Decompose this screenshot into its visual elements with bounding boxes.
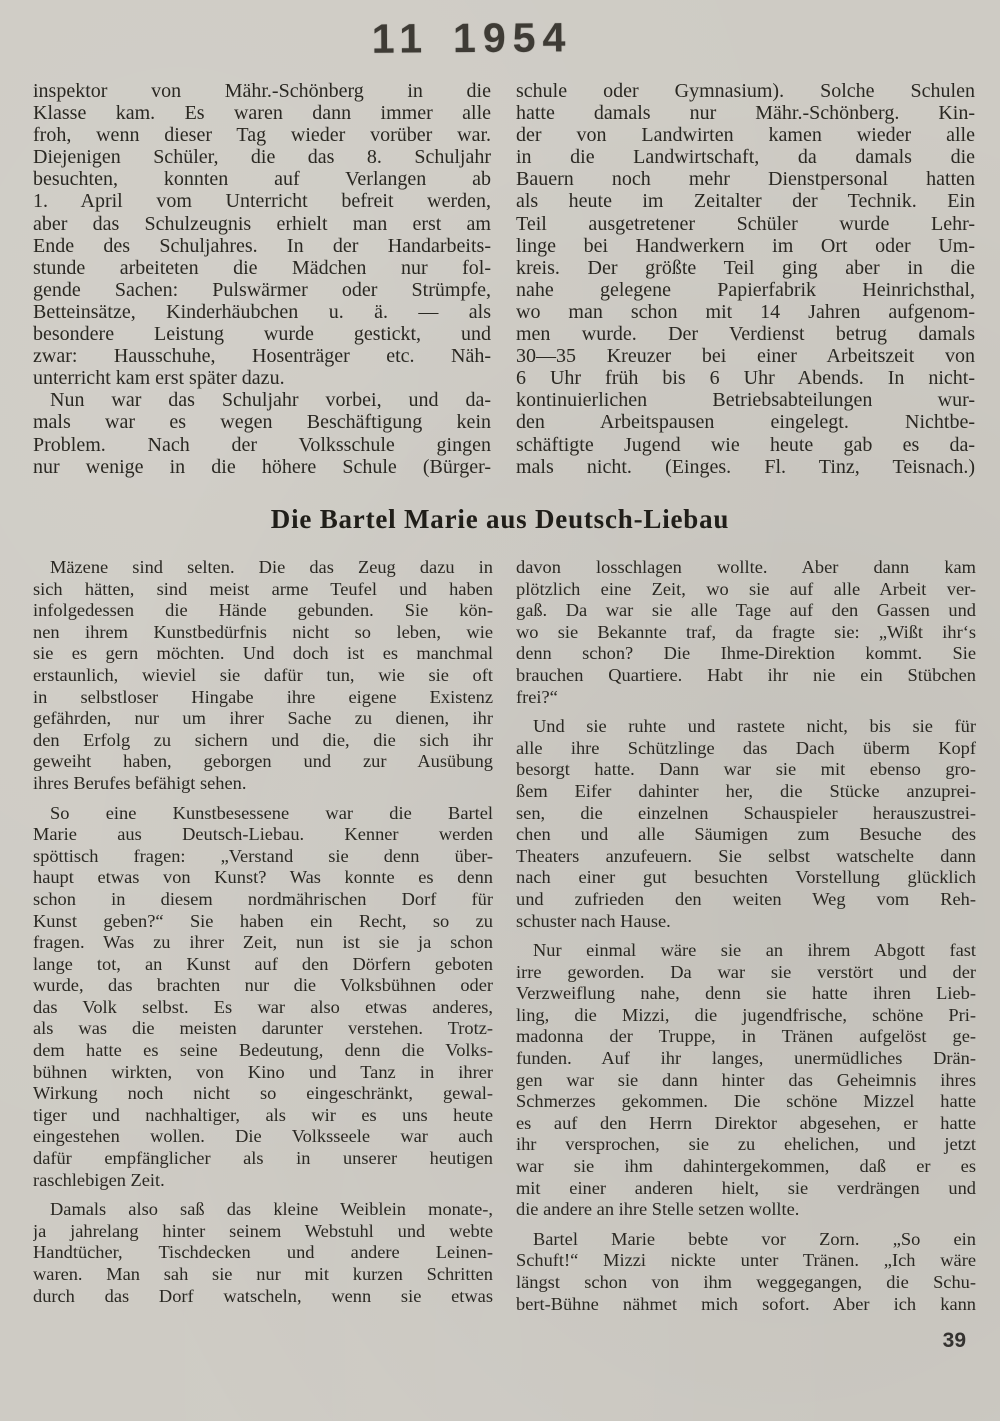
text-line: und zufrieden den weiten Weg vom Reh- [516, 888, 976, 909]
text-line: Nur einmal wäre sie an ihrem Abgott fast [533, 940, 976, 961]
text-line: wo sie Bekannte traf, da fragte sie: „Wißt ihr‘s [516, 621, 976, 642]
text-line: lange tot, an Kunst auf den Dörfern geboten [33, 953, 493, 974]
text-line: war sie ihm dahintergekommen, daß er es [516, 1156, 976, 1177]
text-line: funden. Auf ihr langes, unermüdliches Drän- [516, 1048, 976, 1069]
text-line: Nun war das Schuljahr vorbei, und da- [50, 389, 491, 412]
text-line: nur wenige in die höhere Schule (Bürger- [33, 455, 491, 478]
text-line: Verzweiflung nahe, denn sie hatte ihren Lieb- [516, 983, 976, 1004]
bartel-article-left-column [33, 557, 493, 1307]
text-line: sie es gern möchten. Und doch ist es manchmal [33, 643, 493, 664]
text-line: frei?“ [516, 686, 558, 707]
text-line: Kunst geben?“ Sie haben ein Recht, so zu [33, 910, 493, 931]
text-line: fragen. Was zu ihrer Zeit, nun ist sie ja schon [33, 932, 493, 953]
text-line: Klasse kam. Es waren dann immer alle [33, 102, 491, 125]
text-line: inspektor von Mähr.-Schönberg in die [33, 80, 491, 102]
text-line: den Arbeitspausen eingelegt. Nichtbe- [516, 411, 975, 434]
text-line: brauchen Quartiere. Habt ihr nie ein Stübchen [516, 664, 976, 685]
text-line: sich hätten, sind meist arme Teufel und haben [33, 578, 493, 599]
text-line: gaß. Da war sie alle Tage auf den Gassen und [516, 600, 976, 621]
text-line: Und sie ruhte und rastete nicht, bis sie für [533, 716, 976, 737]
text-line: bert-Bühne nähmet mich sofort. Aber ich kann [516, 1293, 976, 1314]
text-line: wurde, das brachten nur die Volksbühnen oder [33, 975, 493, 996]
text-line: zwar: Hausschuhe, Hosenträger etc. Näh- [33, 345, 491, 368]
text-line: mals nicht. (Einges. Fl. Tinz, Teisnach.) [516, 455, 975, 478]
text-line: unterricht kam erst später dazu. [33, 367, 285, 390]
school-article-right-column [516, 80, 975, 478]
text-line: ihr versprochen, sie zu ehelichen, und jetzt [516, 1134, 976, 1155]
text-line: den Erfolg zu sichern und die, die sich ihr [33, 729, 493, 750]
text-line: erstaunlich, wieviel sie dafür tun, wie sie oft [33, 664, 493, 685]
text-line: als was die meisten darunter verstehen. Trotz- [33, 1018, 493, 1039]
text-line: raschlebigen Zeit. [33, 1169, 165, 1190]
text-line: der von Landwirten kamen wieder alle [516, 124, 975, 147]
text-line: durch das Dorf watscheln, wenn sie etwas [33, 1285, 493, 1306]
text-line: Mäzene sind selten. Die das Zeug dazu in [50, 557, 493, 577]
text-line: Schmerzes gekommen. Die schöne Mizzel hatte [516, 1091, 976, 1112]
text-line: bühnen wirkten, von Kino und Tanz in ihrer [33, 1061, 493, 1082]
text-line: tiger und nachhaltiger, als wir es uns heute [33, 1104, 493, 1125]
text-line: Damals also saß das kleine Weiblein monate-, [50, 1199, 493, 1220]
text-line: So eine Kunstbesessene war die Bartel [50, 802, 493, 823]
text-line: haupt etwas von Kunst? Was konnte es denn [33, 867, 493, 888]
text-line: dem hatte es seine Bedeutung, denn die Volks- [33, 1040, 493, 1061]
text-line: schuster nach Hause. [516, 910, 671, 931]
text-line: gende Sachen: Pulswärmer oder Strümpfe, [33, 278, 491, 301]
text-line: alle ihre Schützlinge das Dach überm Kopf [516, 737, 976, 758]
issue-date-stamp [0, 12, 972, 65]
text-line: eingestehen wollen. Die Volksseele war auch [33, 1126, 493, 1147]
text-line: Handtücher, Tischdecken und andere Leinen- [33, 1242, 493, 1263]
text-line: mals war es wegen Beschäftigung kein [33, 411, 491, 434]
article-title: Die Bartel Marie aus Deutsch-Liebau [270, 504, 730, 534]
text-line: in die Landwirtschaft, da damals die [516, 146, 975, 169]
text-line: kreis. Der größte Teil ging aber in die [516, 256, 975, 279]
text-line: schule oder Gymnasium). Solche Schulen [516, 80, 975, 102]
text-line: schon in diesem nordmährischen Dorf für [33, 888, 493, 909]
text-line: längst schon von ihm weggegangen, die Schu- [516, 1272, 976, 1292]
text-line: ling, die Mizzi, die jugendfrische, schöne Pri- [516, 1004, 976, 1025]
text-line: Marie aus Deutsch-Liebau. Kenner werden [33, 824, 493, 845]
text-line: ßem Eifer dahinter her, die Stücke anzuprei- [516, 780, 976, 801]
text-line: infolgedessen die Hände gebunden. Sie kön- [33, 600, 493, 621]
text-line: Bartel Marie bebte vor Zorn. „So ein [533, 1228, 976, 1249]
text-line: kontinuierlichen Betriebsabteilungen wur- [516, 389, 975, 412]
text-line: Diejenigen Schüler, die das 8. Schuljahr [33, 146, 491, 169]
text-line: men wurde. Der Verdienst betrug damals [516, 323, 975, 346]
text-line: als heute im Zeitalter der Technik. Ein [516, 190, 975, 213]
text-line: besorgt hatte. Dann war sie mit ebenso gro- [516, 759, 976, 780]
bartel-article-right-column [516, 557, 976, 1315]
text-line: nen ihrem Kunstbedürfnis nicht so leben, wie [33, 621, 493, 642]
text-line: es auf den Herrn Direktor abgesehen, er hatte [516, 1112, 976, 1133]
text-line: mit einer anderen hielt, sie verdrängen und [516, 1177, 976, 1198]
text-line: plötzlich eine Zeit, wo sie auf alle Arbeit ver- [516, 578, 976, 599]
text-line: sen, die einzelnen Schauspieler herauszustrei- [516, 802, 976, 823]
text-line: das Volk selbst. Es war also etwas anderes, [33, 996, 493, 1017]
text-line: besondere Leistung wurde gestickt, und [33, 323, 491, 346]
issue-number: 11 [371, 15, 430, 62]
text-line: hatte damals nur Mähr.-Schönberg. Kin- [516, 102, 975, 125]
text-line: geweiht haben, geborgen und zur Ausübung [33, 751, 493, 772]
text-line: chen und alle Säumigen zum Besuche des [516, 824, 976, 845]
text-line: 30—35 Kreuzer bei einer Arbeitszeit von [516, 345, 975, 368]
text-line: denn schon? Die Ihme-Direktion kommt. Sie [516, 643, 976, 664]
text-line: die andere an ihre Stelle setzen wollte. [516, 1199, 800, 1220]
text-line: waren. Man sah sie nur mit kurzen Schritten [33, 1264, 493, 1284]
text-line: aber das Schulzeugnis erhielt man erst am [33, 212, 491, 235]
text-line: Wirkung noch nicht so eingeschränkt, gewal- [33, 1083, 493, 1104]
text-line: Betteinsätze, Kinderhäubchen u. ä. — als [33, 300, 491, 323]
text-line: gefährden, nur um ihrer Sache zu dienen, ihr [33, 708, 493, 729]
text-line: Theaters anzufeuern. Sie selbst watschelte dann [516, 845, 976, 866]
text-line: linge bei Handwerkern im Ort oder Um- [516, 234, 975, 257]
text-line: spöttisch fragen: „Verstand sie denn über- [33, 845, 493, 866]
text-line: dafür empfänglicher als in unserer heutigen [33, 1148, 493, 1169]
text-line: Problem. Nach der Volksschule gingen [33, 433, 491, 456]
text-line: Teil ausgetretener Schüler wurde Lehr- [516, 212, 975, 235]
text-line: irre geworden. Da war sie verstört und der [516, 961, 976, 982]
text-line: stunde arbeiteten die Mädchen nur fol- [33, 256, 491, 279]
text-line: wo man schon mit 14 Jahren aufgenom- [516, 300, 975, 323]
text-line: gen war sie dann hinter das Geheimnis ihres [516, 1069, 976, 1090]
text-line: Schuft!“ Mizzi nickte unter Tränen. „Ich wäre [516, 1250, 976, 1271]
text-line: ja jahrelang hinter seinem Webstuhl und webte [33, 1220, 493, 1241]
text-line: Ende des Schuljahres. In der Handarbeits- [33, 234, 491, 257]
text-line: in selbstloser Hingabe ihre eigene Existenz [33, 686, 493, 707]
page-number: 39 [942, 1329, 966, 1352]
school-article-left-column [33, 80, 491, 478]
text-line: nahe gelegene Papierfabrik Heinrichsthal, [516, 278, 975, 301]
text-line: besuchten, konnten auf Verlangen ab [33, 168, 491, 191]
issue-year: 1954 [452, 14, 573, 62]
text-line: 1. April vom Unterricht befreit werden, [33, 190, 491, 213]
text-line: davon losschlagen wollte. Aber dann kam [516, 557, 976, 577]
text-line: schäftigte Jugend wie heute gab es da- [516, 433, 975, 456]
text-line: nach einer gut besuchten Vorstellung glücklich [516, 867, 976, 888]
text-line: madonna der Truppe, in Tränen aufgelöst ge- [516, 1026, 976, 1047]
text-line: Bauern noch mehr Dienstpersonal hatten [516, 168, 975, 191]
text-line: 6 Uhr früh bis 6 Uhr Abends. In nicht- [516, 367, 975, 390]
text-line: froh, wenn dieser Tag wieder vorüber war. [33, 124, 491, 147]
text-line: ihres Berufes befähigt sehen. [33, 772, 247, 793]
